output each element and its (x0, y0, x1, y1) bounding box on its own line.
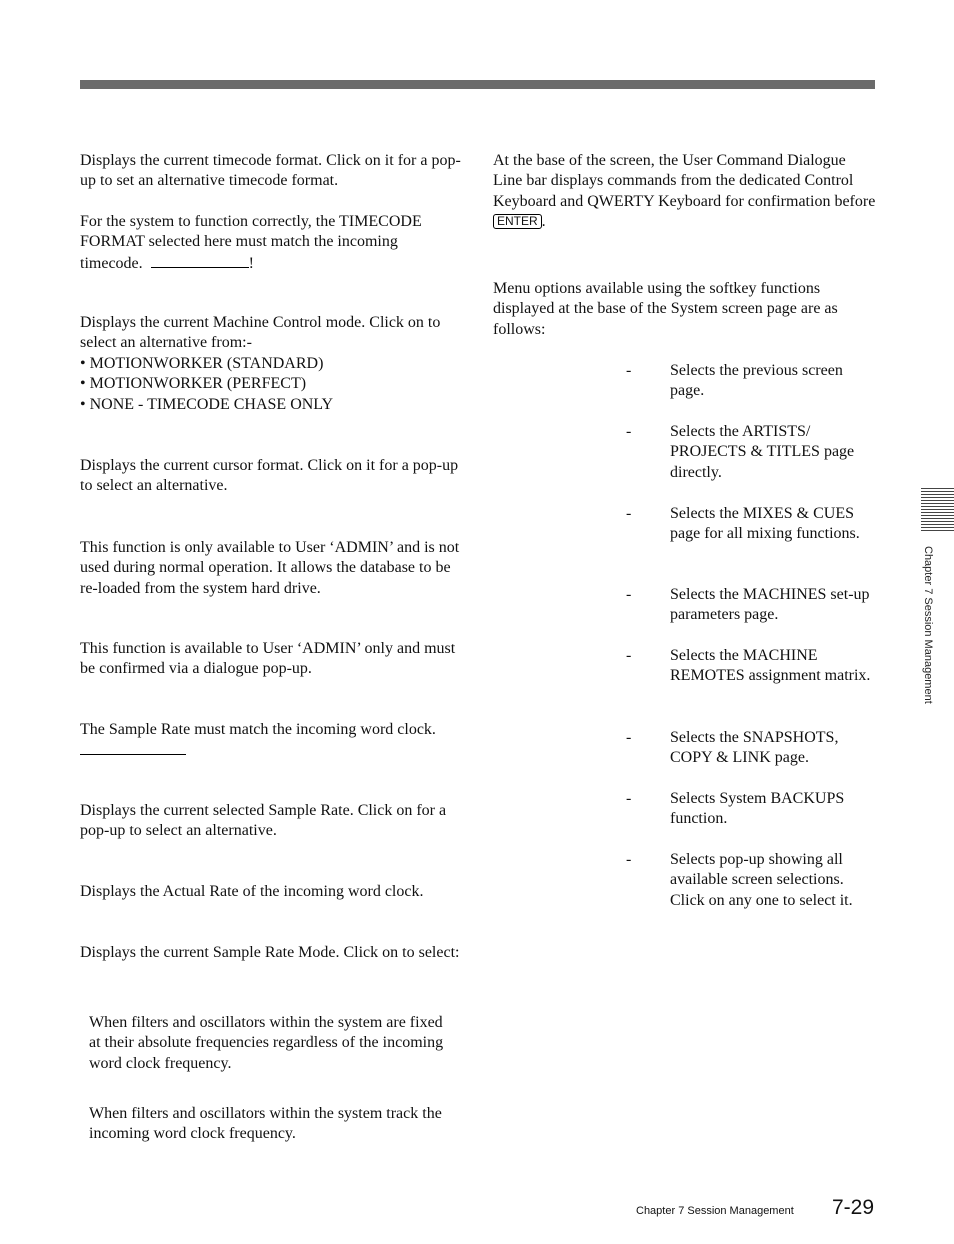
enter-key-icon: ENTER (493, 214, 542, 229)
softkey-remotes-description: Selects the MACHINE REMOTES assignment matrix. (670, 647, 871, 685)
timecode-warning-text: For the system to function correctly, the TIMECODE FORMAT selected here must match the incoming timecode. (80, 213, 422, 272)
softkey-previous-description: Selects the previous screen page. (670, 362, 843, 400)
softkey-artists-description: Selects the ARTISTS/ PROJECTS & TITLES page directly. (670, 423, 855, 481)
machine-mode-item: • NONE - TIMECODE CHASE ONLY (80, 395, 334, 413)
list-dash: - (626, 423, 632, 440)
command-line-text: At the base of the screen, the User Command Dialogue Line bar displays commands from the dedicated Control Keyboard and QWERTY Keyboard for confirmation before (493, 152, 876, 210)
sample-rate-mode-description: Displays the current Sample Rate Mode. Click on to select: (80, 944, 460, 961)
softkey-popup-description: Selects pop-up showing all available screen selections. Click on any one to select it. (670, 851, 853, 909)
page-number: 7-29 (832, 1196, 875, 1219)
list-dash: - (626, 586, 632, 603)
sample-rate-note-text: The Sample Rate must match the incoming word clock. (80, 721, 436, 738)
sample-rate-note (80, 720, 465, 762)
machine-mode-item: • MOTIONWORKER (PERFECT) (80, 375, 307, 393)
header-rule (80, 80, 875, 89)
softkey-backups-description: Selects System BACKUPS function. (670, 790, 845, 828)
softkey-machines-description: Selects the MACHINES set-up parameters page. (670, 586, 870, 624)
timecode-warning-end: ! (248, 254, 254, 272)
machine-mode-list (80, 354, 465, 415)
softkey-intro: Menu options available using the softkey functions displayed at the base of the System screen page are as follows: (493, 280, 838, 338)
softkey-snapshots-description: Selects the SNAPSHOTS, COPY & LINK page. (670, 729, 839, 767)
blank-line (151, 253, 249, 268)
timecode-format-description: Displays the current timecode format. Click on it for a pop-up to set an alternative timecode format. (80, 152, 461, 190)
machine-mode-item: • MOTIONWORKER (STANDARD) (80, 355, 324, 372)
chapter-tab-marker (921, 488, 954, 532)
list-dash: - (626, 790, 632, 807)
database-reload-description: This function is only available to User ‘ADMIN’ and is not used during normal operation. It allows the database to be re-loaded from the system hard drive. (80, 539, 460, 597)
list-dash: - (626, 729, 632, 746)
actual-rate-description: Displays the Actual Rate of the incoming word clock. (80, 883, 424, 900)
list-dash: - (626, 851, 632, 868)
blank-line (80, 740, 186, 755)
list-dash: - (626, 505, 632, 522)
machine-control-description: Displays the current Machine Control mode. Click on to select an alternative from:- (80, 314, 441, 352)
command-line-end: . (541, 213, 546, 231)
chapter-side-label (921, 546, 935, 726)
fixed-mode-description: When filters and oscillators within the system are fixed at their absolute frequencies regardless of the incoming word clock frequency. (89, 1014, 444, 1072)
footer-chapter: Chapter 7 Session Management (636, 1205, 794, 1217)
list-dash: - (626, 362, 632, 379)
chapter-side-label-text: Chapter 7 Session Management (922, 546, 934, 704)
timecode-warning (80, 212, 465, 274)
softkey-mixes-description: Selects the MIXES & CUES page for all mixing functions. (670, 505, 860, 543)
admin-function-description: This function is available to User ‘ADMIN’ only and must be confirmed via a dialogue pop-up. (80, 640, 456, 678)
cursor-format-description: Displays the current cursor format. Click on it for a pop-up to select an alternative. (80, 457, 459, 495)
track-mode-description: When filters and oscillators within the system track the incoming word clock frequency. (89, 1105, 442, 1143)
list-dash: - (626, 647, 632, 664)
command-line-description (493, 151, 878, 233)
selected-sample-rate-description: Displays the current selected Sample Rate. Click on for a pop-up to select an alternative. (80, 802, 447, 840)
